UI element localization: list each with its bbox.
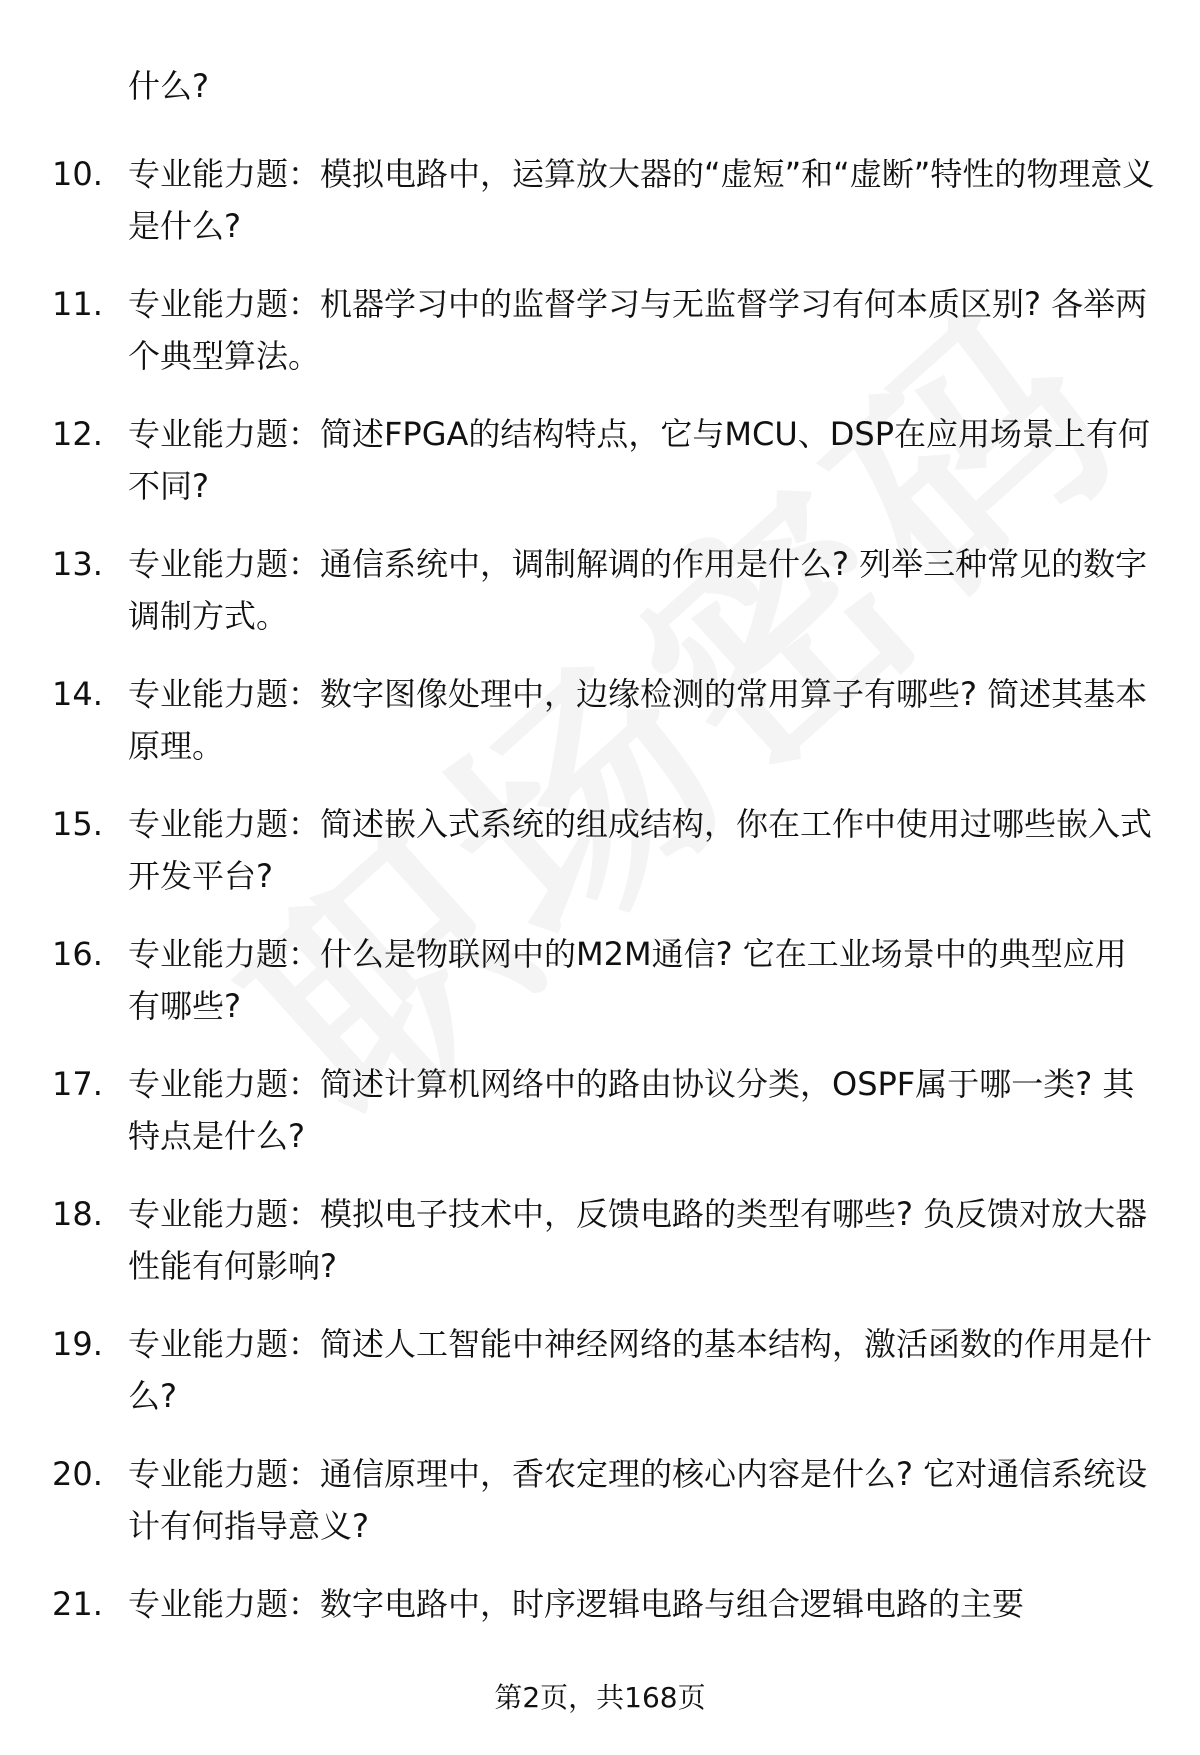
question-item xyxy=(0,1058,1200,1162)
question-number: 19. xyxy=(52,1325,103,1363)
question-text: 专业能力题：简述嵌入式系统的组成结构，你在工作中使用过哪些嵌入式开发平台? xyxy=(128,805,1153,895)
question-text: 专业能力题：简述FPGA的结构特点，它与MCU、DSP在应用场景上有何不同? xyxy=(128,415,1151,505)
question-number: 11. xyxy=(52,285,103,323)
question-text: 专业能力题：通信系统中，调制解调的作用是什么? 列举三种常见的数字调制方式。 xyxy=(128,545,1148,635)
question-text: 专业能力题：通信原理中，香农定理的核心内容是什么? 它对通信系统设计有何指导意义? xyxy=(128,1455,1148,1545)
question-text: 专业能力题：模拟电子技术中，反馈电路的类型有哪些? 负反馈对放大器性能有何影响? xyxy=(128,1195,1148,1285)
question-list xyxy=(0,148,1200,1708)
question-text: 专业能力题：简述人工智能中神经网络的基本结构，激活函数的作用是什么? xyxy=(128,1325,1153,1415)
continuation-text: 什么? xyxy=(128,67,209,105)
question-number: 16. xyxy=(52,935,103,973)
question-text: 专业能力题：简述计算机网络中的路由协议分类，OSPF属于哪一类? 其特点是什么? xyxy=(128,1065,1135,1155)
question-item xyxy=(0,408,1200,512)
question-text: 专业能力题：数字电路中，时序逻辑电路与组合逻辑电路的主要 xyxy=(128,1585,1025,1623)
question-number: 10. xyxy=(52,155,103,193)
question-number: 13. xyxy=(52,545,103,583)
question-item xyxy=(0,1188,1200,1292)
question-item xyxy=(0,148,1200,252)
question-text: 专业能力题：机器学习中的监督学习与无监督学习有何本质区别? 各举两个典型算法。 xyxy=(128,285,1148,375)
question-item xyxy=(0,278,1200,382)
question-item xyxy=(0,928,1200,1032)
question-number: 21. xyxy=(52,1585,103,1623)
question-number: 17. xyxy=(52,1065,103,1103)
question-item xyxy=(0,1318,1200,1422)
question-number: 12. xyxy=(52,415,103,453)
question-number: 20. xyxy=(52,1455,103,1493)
question-item xyxy=(0,538,1200,642)
question-text: 专业能力题：数字图像处理中，边缘检测的常用算子有哪些? 简述其基本原理。 xyxy=(128,675,1148,765)
question-number: 14. xyxy=(52,675,103,713)
page-footer: 第2页，共168页 xyxy=(494,1681,706,1714)
question-item xyxy=(0,1448,1200,1552)
question-number: 15. xyxy=(52,805,103,843)
question-text: 专业能力题：模拟电路中，运算放大器的“虚短”和“虚断”特性的物理意义是什么? xyxy=(128,155,1155,245)
question-item xyxy=(0,668,1200,772)
question-item xyxy=(0,798,1200,902)
question-item xyxy=(0,1578,1200,1682)
question-number: 18. xyxy=(52,1195,103,1233)
question-text: 专业能力题：什么是物联网中的M2M通信? 它在工业场景中的典型应用有哪些? xyxy=(128,935,1127,1025)
